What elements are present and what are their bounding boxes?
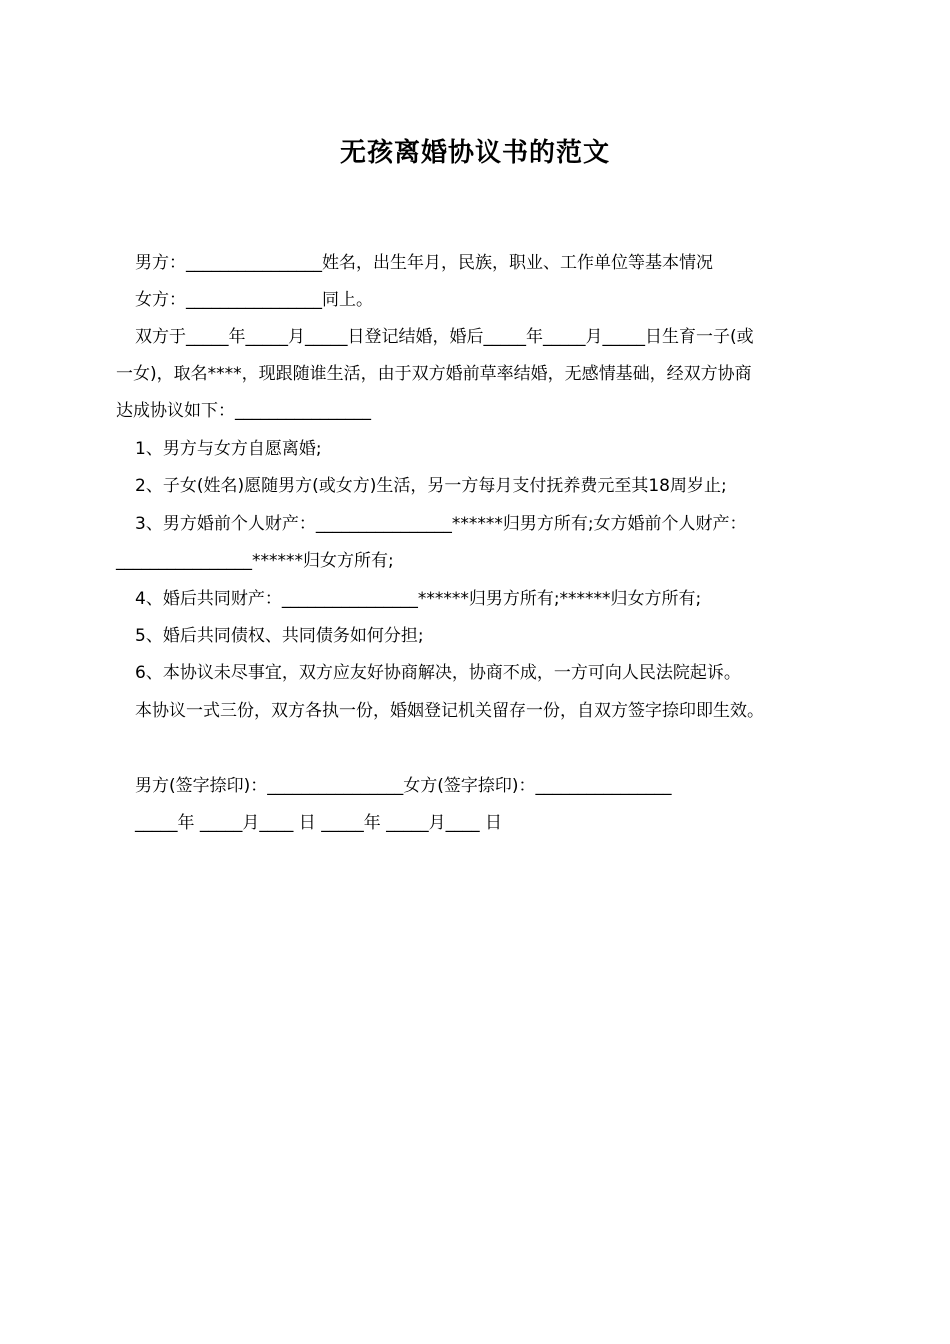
agreement-copies-statement: 本协议一式三份，双方各执一份，婚姻登记机关留存一份，自双方签字捺印即生效。: [135, 701, 764, 721]
signature-line: 男方(签字捺印)：________________女方(签字捺印)：________________: [135, 776, 672, 796]
clause-5: 5、婚后共同债权、共同债务如何分担;: [135, 626, 424, 646]
clause-6: 6、本协议未尽事宜，双方应友好协商解决，协商不成，一方可向人民法院起诉。: [135, 663, 741, 683]
paragraph-female-party: 女方：________________同上。: [135, 290, 373, 310]
paragraph-male-party: 男方：________________姓名，出生年月，民族，职业、工作单位等基本情况: [135, 253, 713, 273]
date-line: _____年 _____月____ 日 _____年 _____月____ 日: [135, 813, 503, 833]
clause-2: 2、子女(姓名)愿随男方(或女方)生活，另一方每月支付抚养费元至其18周岁止;: [135, 476, 727, 496]
clause-3-line1: 3、男方婚前个人财产：________________******归男方所有;女方婚前个人财产：: [135, 514, 747, 534]
paragraph-marriage-info-line1: 双方于_____年_____月_____日登记结婚，婚后_____年_____月_____日生育一子(或: [135, 327, 754, 347]
clause-1: 1、男方与女方自愿离婚;: [135, 439, 322, 459]
clause-3-line2: ________________******归女方所有;: [116, 551, 394, 571]
paragraph-marriage-info-line3: 达成协议如下：________________: [116, 401, 371, 421]
paragraph-marriage-info-line2: 一女)，取名****，现跟随谁生活，由于双方婚前草率结婚，无感情基础，经双方协商: [116, 364, 752, 384]
document-title: 无孩离婚协议书的范文: [339, 138, 610, 168]
clause-4: 4、婚后共同财产：________________******归男方所有;******归女方所有;: [135, 589, 702, 609]
